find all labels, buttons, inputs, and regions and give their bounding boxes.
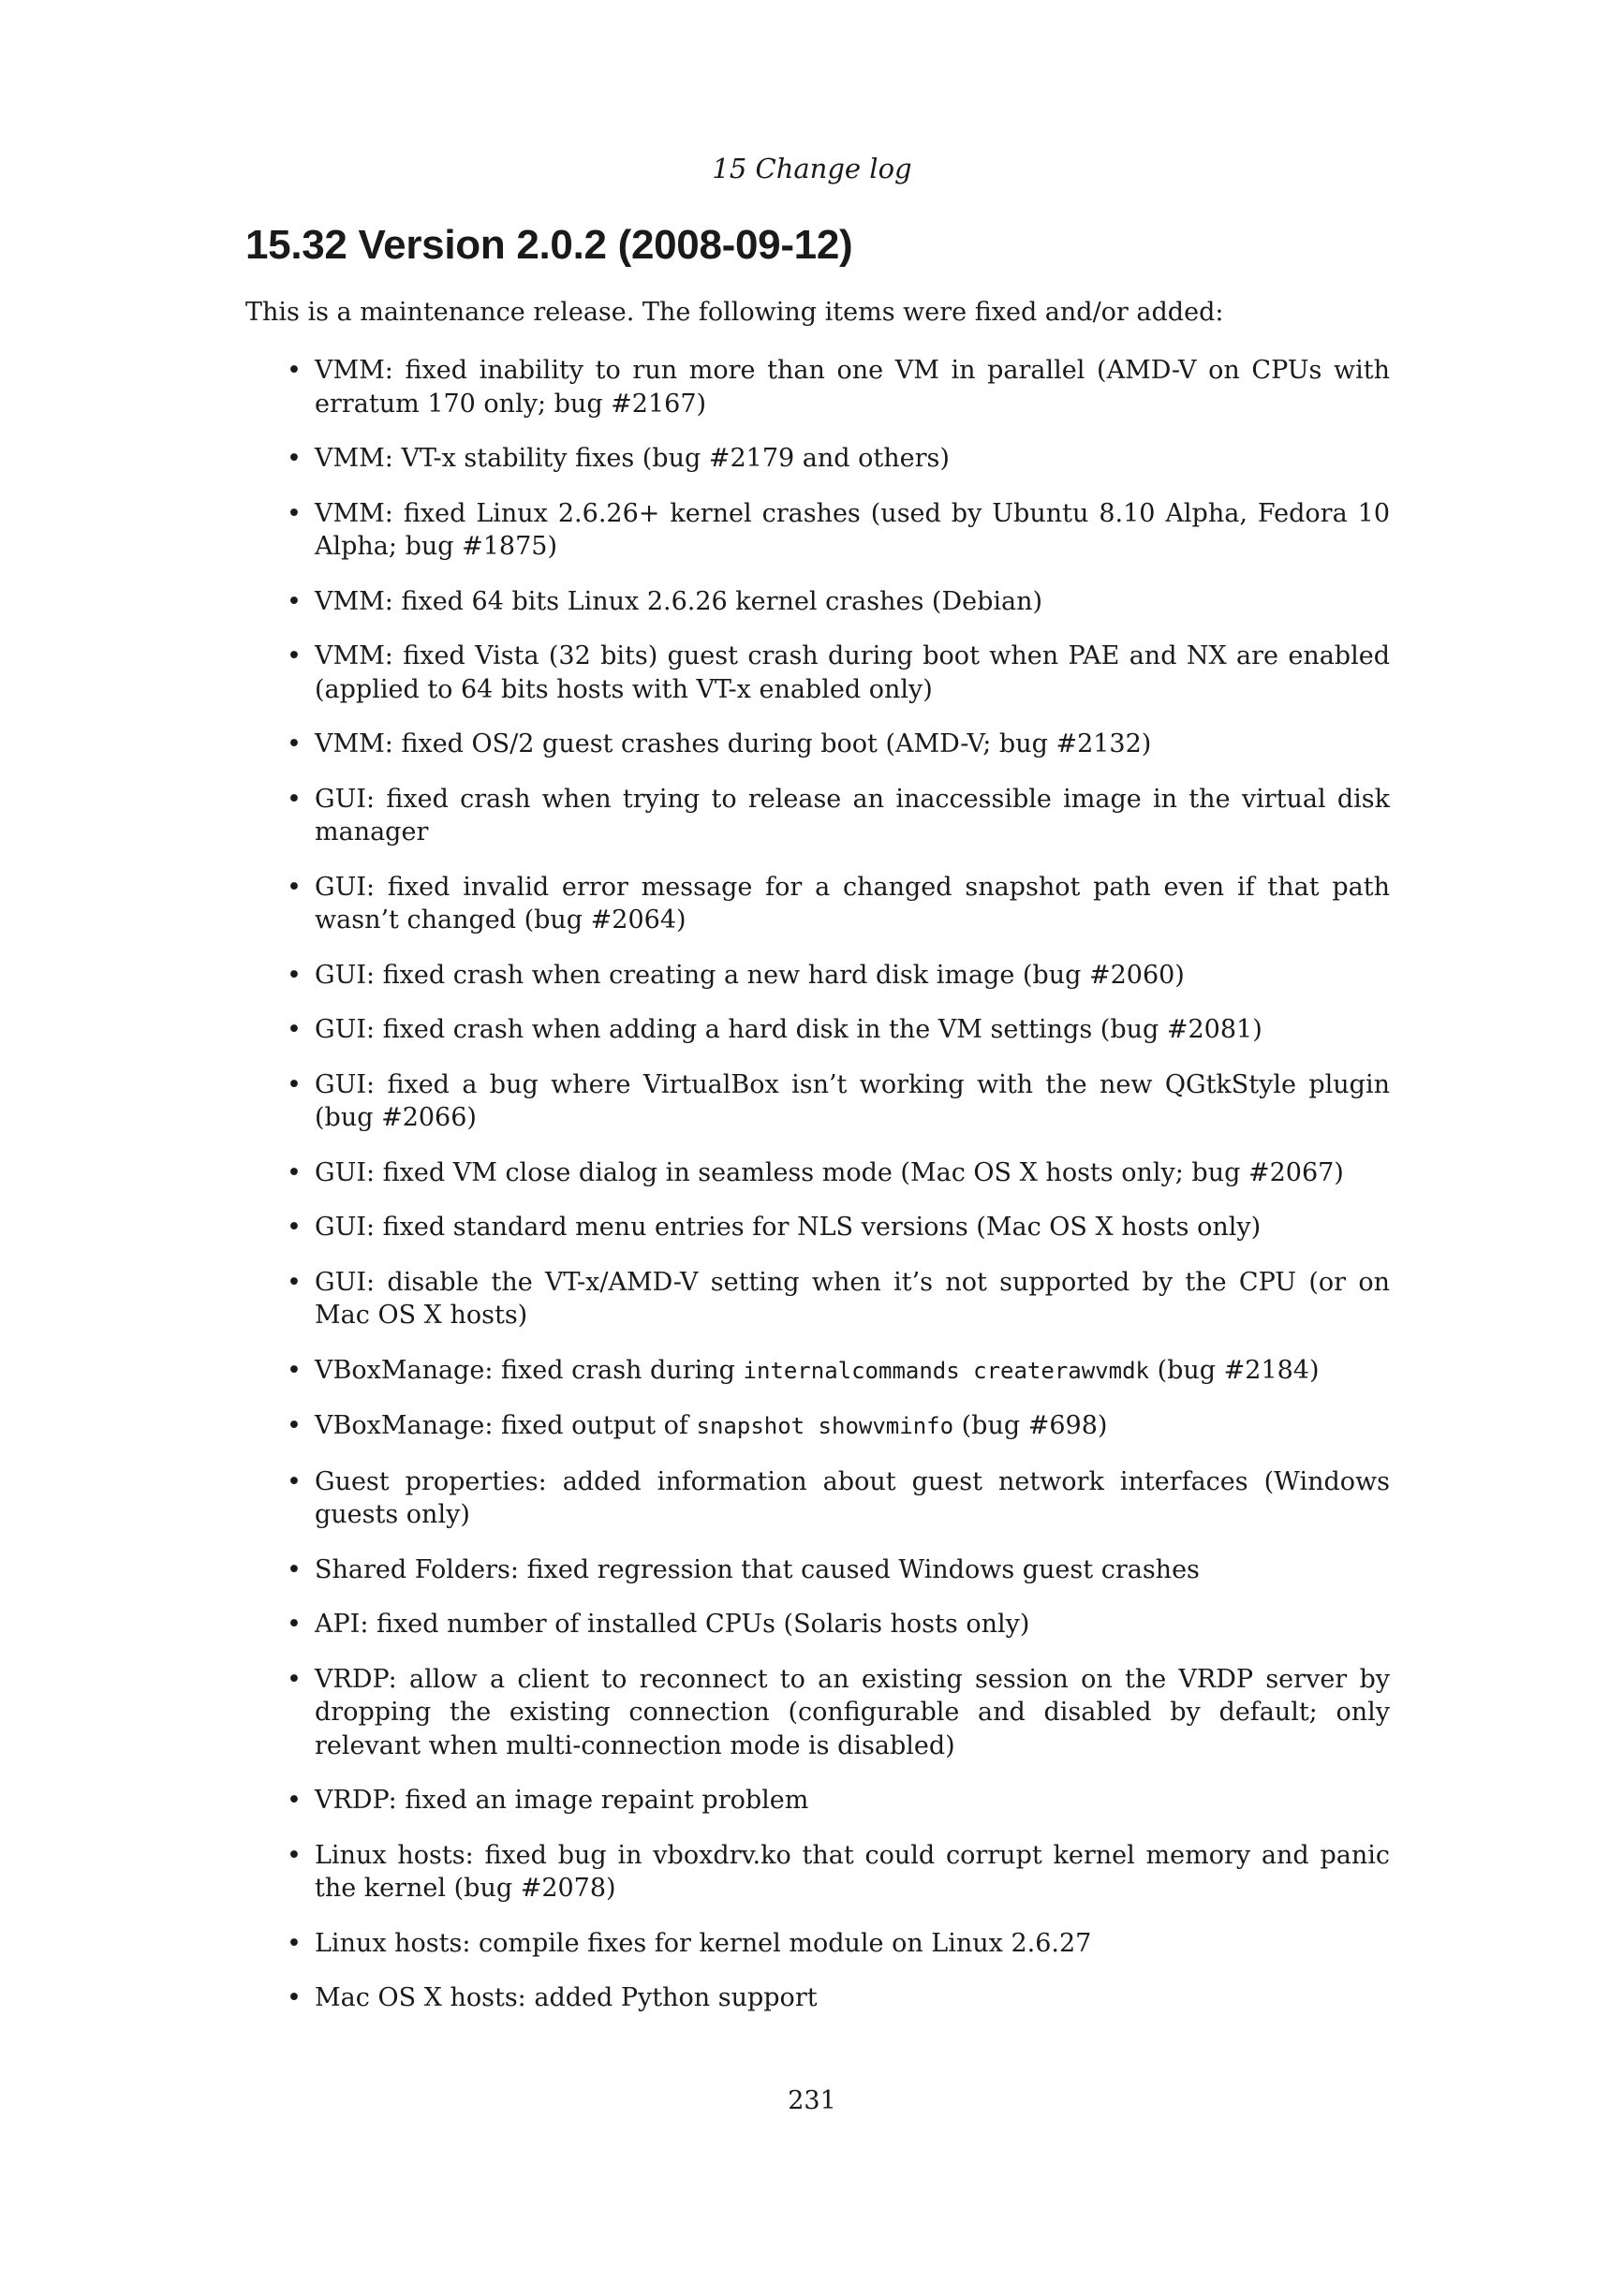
item-text: GUI: fixed crash when trying to release an inaccessible image in the virtual disk manager <box>315 784 1390 846</box>
bullet-icon: • <box>287 1355 302 1385</box>
running-header: 15 Change log <box>712 153 912 184</box>
bullet-icon: • <box>287 1157 302 1187</box>
list-item <box>245 1266 1390 1332</box>
item-text-before: VBoxManage: fixed output of <box>315 1411 697 1440</box>
section-title: 15.32 Version 2.0.2 (2008-09-12) <box>245 222 853 268</box>
change-list <box>245 354 1390 2015</box>
list-item <box>245 871 1390 937</box>
item-text: GUI: fixed invalid error message for a changed snapshot path even if that path wasn’t changed (bug #2064) <box>315 872 1390 935</box>
item-text-before: VBoxManage: fixed crash during <box>315 1355 744 1385</box>
bullet-icon: • <box>287 1267 302 1297</box>
item-text: VMM: fixed OS/2 guest crashes during boot (AMD-V; bug #2132) <box>315 729 1152 758</box>
command-code: internalcommands createrawvmdk <box>743 1357 1149 1384</box>
item-text: GUI: disable the VT-x/AMD-V setting when it’s not supported by the CPU (or on Mac OS X hosts) <box>315 1267 1390 1330</box>
item-text: GUI: fixed crash when adding a hard disk in the VM settings (bug #2081) <box>315 1015 1262 1044</box>
item-text: Linux hosts: fixed bug in vboxdrv.ko that could corrupt kernel memory and panic the kernel (bug #2078) <box>315 1840 1390 1903</box>
item-text: Linux hosts: compile fixes for kernel module on Linux 2.6.27 <box>315 1928 1092 1958</box>
page-number: 231 <box>788 2086 836 2115</box>
item-text: GUI: fixed VM close dialog in seamless mode (Mac OS X hosts only; bug #2067) <box>315 1157 1344 1187</box>
item-text-after: (bug #698) <box>953 1411 1108 1440</box>
bullet-icon: • <box>287 641 302 670</box>
list-item <box>245 1409 1390 1444</box>
item-text: Guest properties: added information about guest network interfaces (Windows guests only) <box>315 1466 1390 1529</box>
bullet-icon: • <box>287 1466 302 1496</box>
list-item <box>245 1663 1390 1763</box>
list-item <box>245 1465 1390 1532</box>
list-item <box>245 1354 1390 1389</box>
item-text: VMM: fixed Linux 2.6.26+ kernel crashes (used by Ubuntu 8.10 Alpha, Fedora 10 Alpha; bug #1875) <box>315 498 1390 561</box>
item-text: VRDP: allow a client to reconnect to an existing session on the VRDP server by dropping the existing connection (configurable and disabled by default; only relevant when multi-connection mode is disabled) <box>315 1664 1390 1760</box>
list-item <box>245 1553 1390 1587</box>
bullet-icon: • <box>287 356 302 385</box>
bullet-icon: • <box>287 444 302 473</box>
item-text: VMM: fixed 64 bits Linux 2.6.26 kernel crashes (Debian) <box>315 586 1043 616</box>
item-text-after: (bug #2184) <box>1148 1355 1320 1385</box>
list-item <box>245 1068 1390 1135</box>
item-text: Mac OS X hosts: added Python support <box>315 1983 818 2012</box>
bullet-icon: • <box>287 1213 302 1242</box>
bullet-icon: • <box>287 784 302 814</box>
bullet-icon: • <box>287 1928 302 1958</box>
item-text: VMM: fixed Vista (32 bits) guest crash during boot when PAE and NX are enabled (applied to 64 bits hosts with VT-x enabled only) <box>315 641 1390 704</box>
bullet-icon: • <box>287 1983 302 2012</box>
bullet-icon: • <box>287 1840 302 1870</box>
intro-paragraph: This is a maintenance release. The following items were fixed and/or added: <box>245 298 1224 327</box>
item-text: GUI: fixed crash when creating a new hard disk image (bug #2060) <box>315 960 1185 990</box>
item-text: Shared Folders: fixed regression that caused Windows guest crashes <box>315 1554 1200 1584</box>
page-content <box>245 217 1390 2037</box>
bullet-icon: • <box>287 1554 302 1584</box>
list-item <box>245 354 1390 420</box>
bullet-icon: • <box>287 872 302 902</box>
list-item <box>245 1981 1390 2015</box>
list-item <box>245 783 1390 849</box>
bullet-icon: • <box>287 729 302 758</box>
list-item <box>245 1784 1390 1818</box>
item-text: VMM: VT-x stability fixes (bug #2179 and others) <box>315 444 950 473</box>
list-item <box>245 1013 1390 1047</box>
item-text: GUI: fixed standard menu entries for NLS versions (Mac OS X hosts only) <box>315 1213 1262 1242</box>
bullet-icon: • <box>287 586 302 616</box>
list-item <box>245 728 1390 761</box>
item-text: VRDP: fixed an image repaint problem <box>315 1786 809 1815</box>
item-text: VMM: fixed inability to run more than one VM in parallel (AMD-V on CPUs with erratum 170 only; bug #2167) <box>315 356 1390 419</box>
bullet-icon: • <box>287 1786 302 1815</box>
bullet-icon: • <box>287 1015 302 1044</box>
bullet-icon: • <box>287 1411 302 1440</box>
list-item <box>245 1927 1390 1961</box>
list-item <box>245 442 1390 476</box>
bullet-icon: • <box>287 498 302 528</box>
item-text: GUI: fixed a bug where VirtualBox isn’t working with the new QGtkStyle plugin (bug #2066) <box>315 1069 1390 1132</box>
item-text: API: fixed number of installed CPUs (Solaris hosts only) <box>315 1610 1030 1639</box>
command-code: snapshot showvminfo <box>696 1413 954 1439</box>
bullet-icon: • <box>287 1610 302 1639</box>
list-item <box>245 1608 1390 1641</box>
bullet-icon: • <box>287 1664 302 1694</box>
list-item <box>245 497 1390 564</box>
list-item <box>245 1156 1390 1190</box>
list-item <box>245 640 1390 706</box>
bullet-icon: • <box>287 960 302 990</box>
list-item <box>245 1839 1390 1906</box>
bullet-icon: • <box>287 1069 302 1099</box>
list-item <box>245 959 1390 993</box>
list-item <box>245 585 1390 619</box>
list-item <box>245 1211 1390 1244</box>
